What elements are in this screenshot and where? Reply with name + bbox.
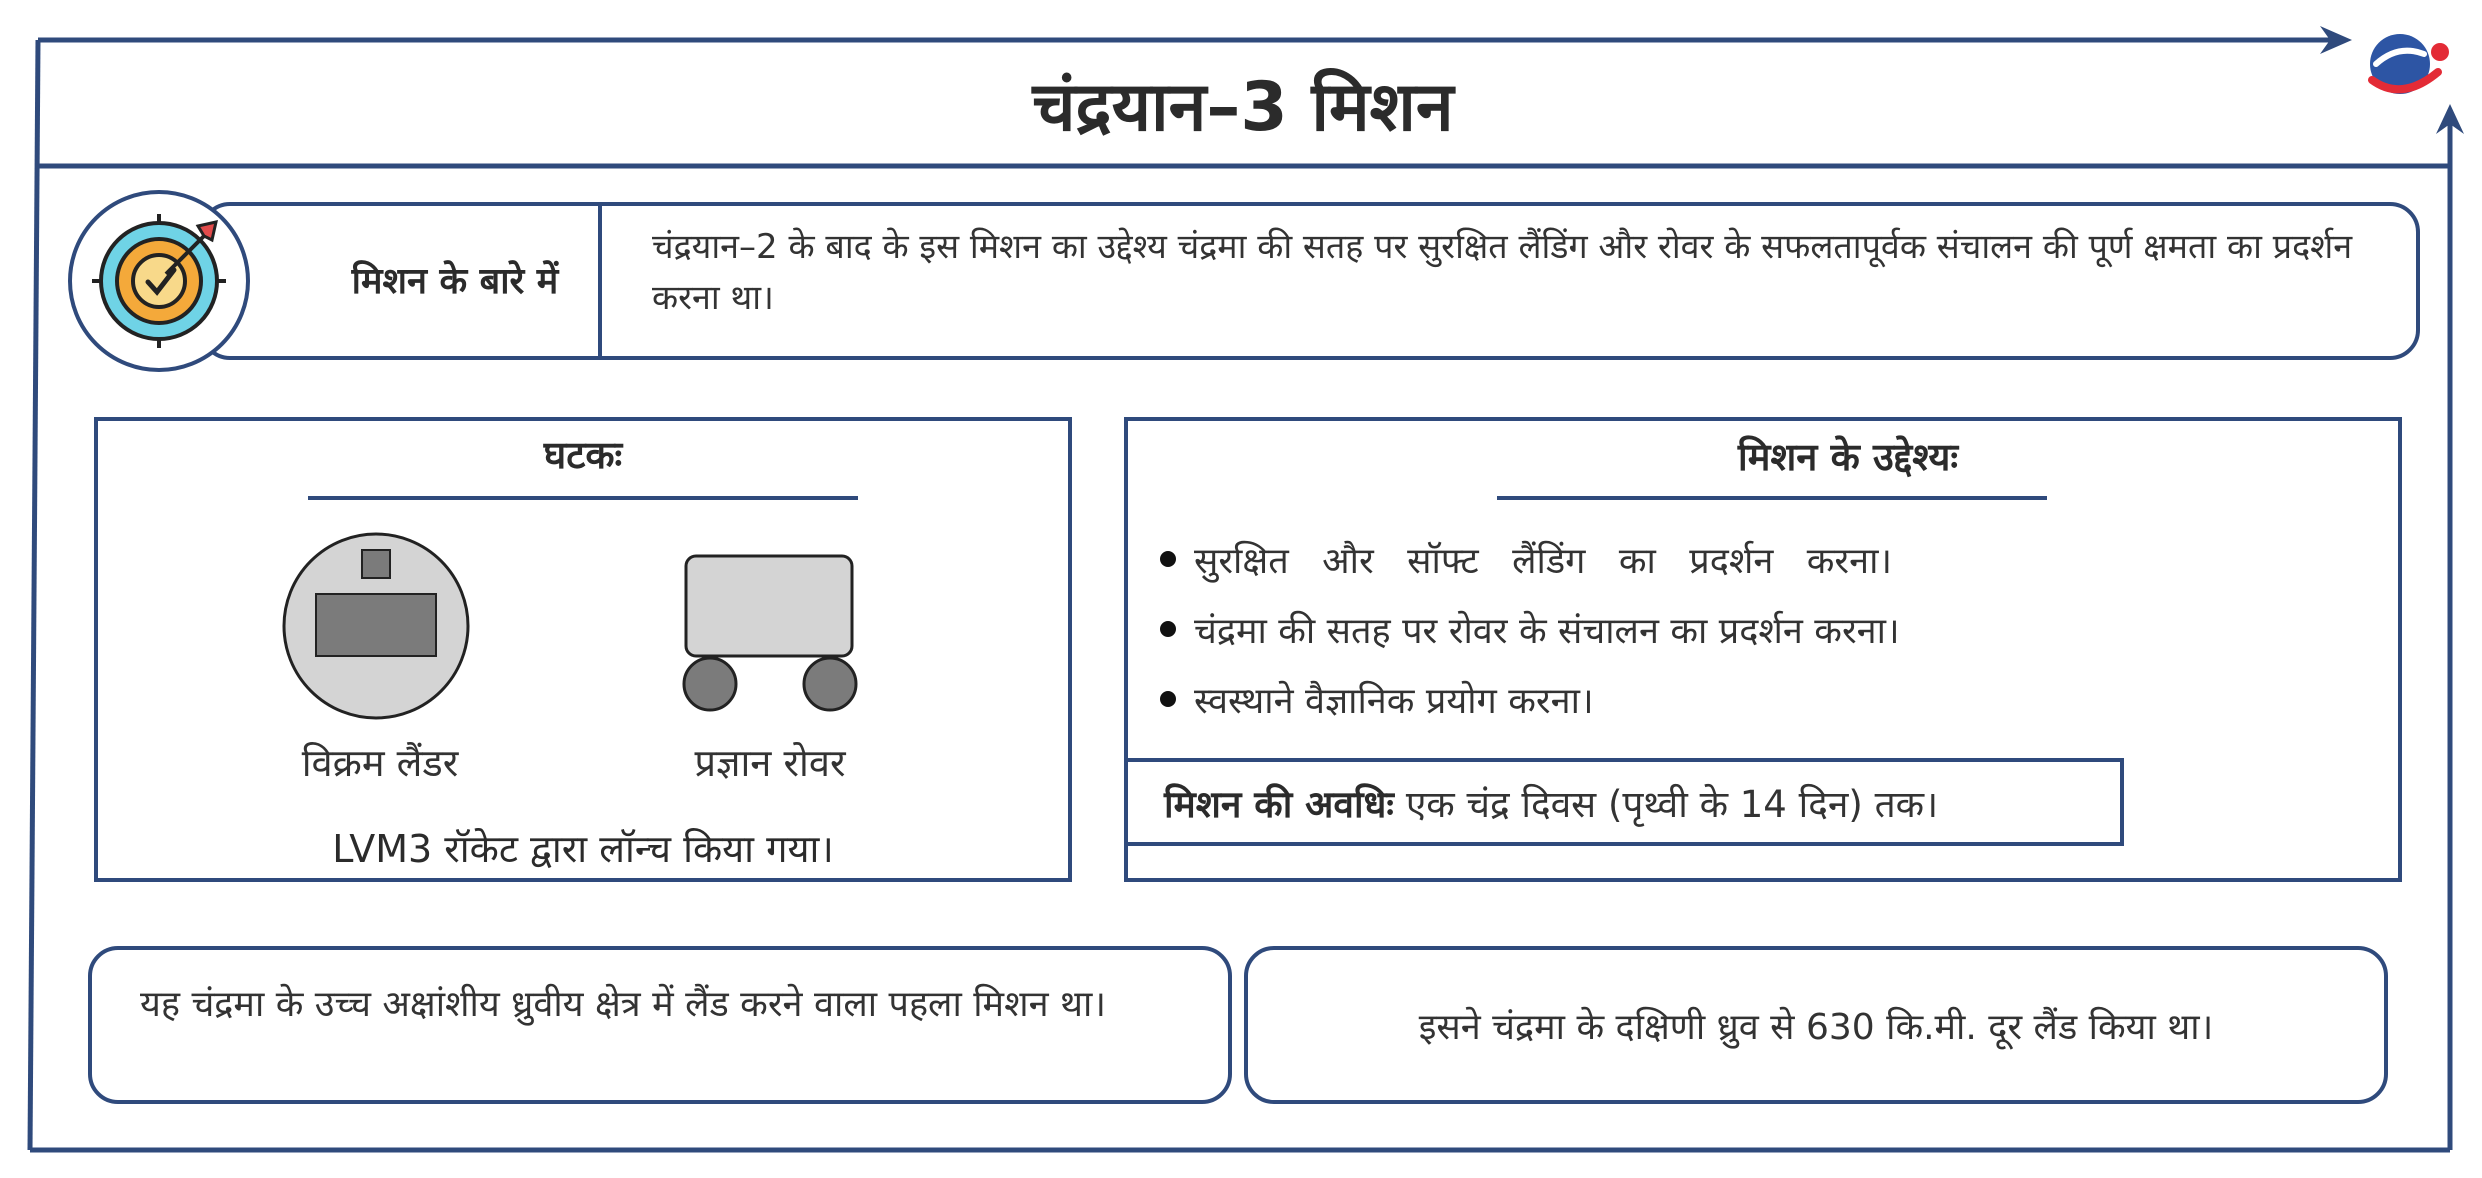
lander-icon bbox=[282, 530, 478, 726]
bullet-icon bbox=[1160, 621, 1176, 637]
duration-value: एक चंद्र दिवस (पृथ्वी के 14 दिन) तक। bbox=[1405, 782, 1939, 826]
duration-box bbox=[1124, 758, 2124, 846]
rover-label: प्रज्ञान रोवर bbox=[694, 741, 846, 785]
page-title: चंद्रयान–3 मिशन bbox=[1032, 67, 1454, 147]
about-text: चंद्रयान–2 के बाद के इस मिशन का उद्देश्य चंद्रमा की सतह पर सुरक्षित लैंडिंग और रोवर के सफलतापूर्वक संचालन की पूर्ण क्षमता का प्रदर्शन करना था। bbox=[652, 227, 2353, 318]
objectives-underline bbox=[1497, 496, 2047, 500]
fact-box-distance: इसने चंद्रमा के दक्षिणी ध्रुव से 630 कि.मी. दूर लैंड किया था। bbox=[1244, 946, 2388, 1104]
components-underline bbox=[308, 496, 858, 500]
components-heading: घटकः bbox=[543, 433, 623, 477]
launch-note: LVM3 रॉकेट द्वारा लॉन्च किया गया। bbox=[332, 827, 834, 871]
components-box bbox=[94, 417, 1072, 882]
list-item: स्वस्थाने वैज्ञानिक प्रयोग करना। bbox=[1160, 664, 2380, 734]
list-item: सुरक्षित और सॉफ्ट लैंडिंग का प्रदर्शन करना। bbox=[1160, 524, 2380, 594]
rover-icon bbox=[680, 552, 860, 714]
objectives-heading: मिशन के उद्देश्यः bbox=[1737, 435, 1959, 479]
target-badge bbox=[68, 190, 250, 372]
lander-label: विक्रम लैंडर bbox=[301, 741, 459, 785]
about-label: मिशन के बारे में bbox=[351, 260, 559, 302]
bullet-icon bbox=[1160, 551, 1176, 567]
duration-label: मिशन की अवधिः bbox=[1164, 782, 1394, 826]
target-icon bbox=[72, 194, 246, 368]
about-divider bbox=[598, 204, 602, 358]
objectives-list bbox=[1160, 524, 2380, 734]
bullet-icon bbox=[1160, 691, 1176, 707]
list-item: चंद्रमा की सतह पर रोवर के संचालन का प्रदर्शन करना। bbox=[1160, 594, 2380, 664]
fact-box-polar: यह चंद्रमा के उच्च अक्षांशीय ध्रुवीय क्षेत्र में लैंड करने वाला पहला मिशन था। bbox=[88, 946, 1232, 1104]
